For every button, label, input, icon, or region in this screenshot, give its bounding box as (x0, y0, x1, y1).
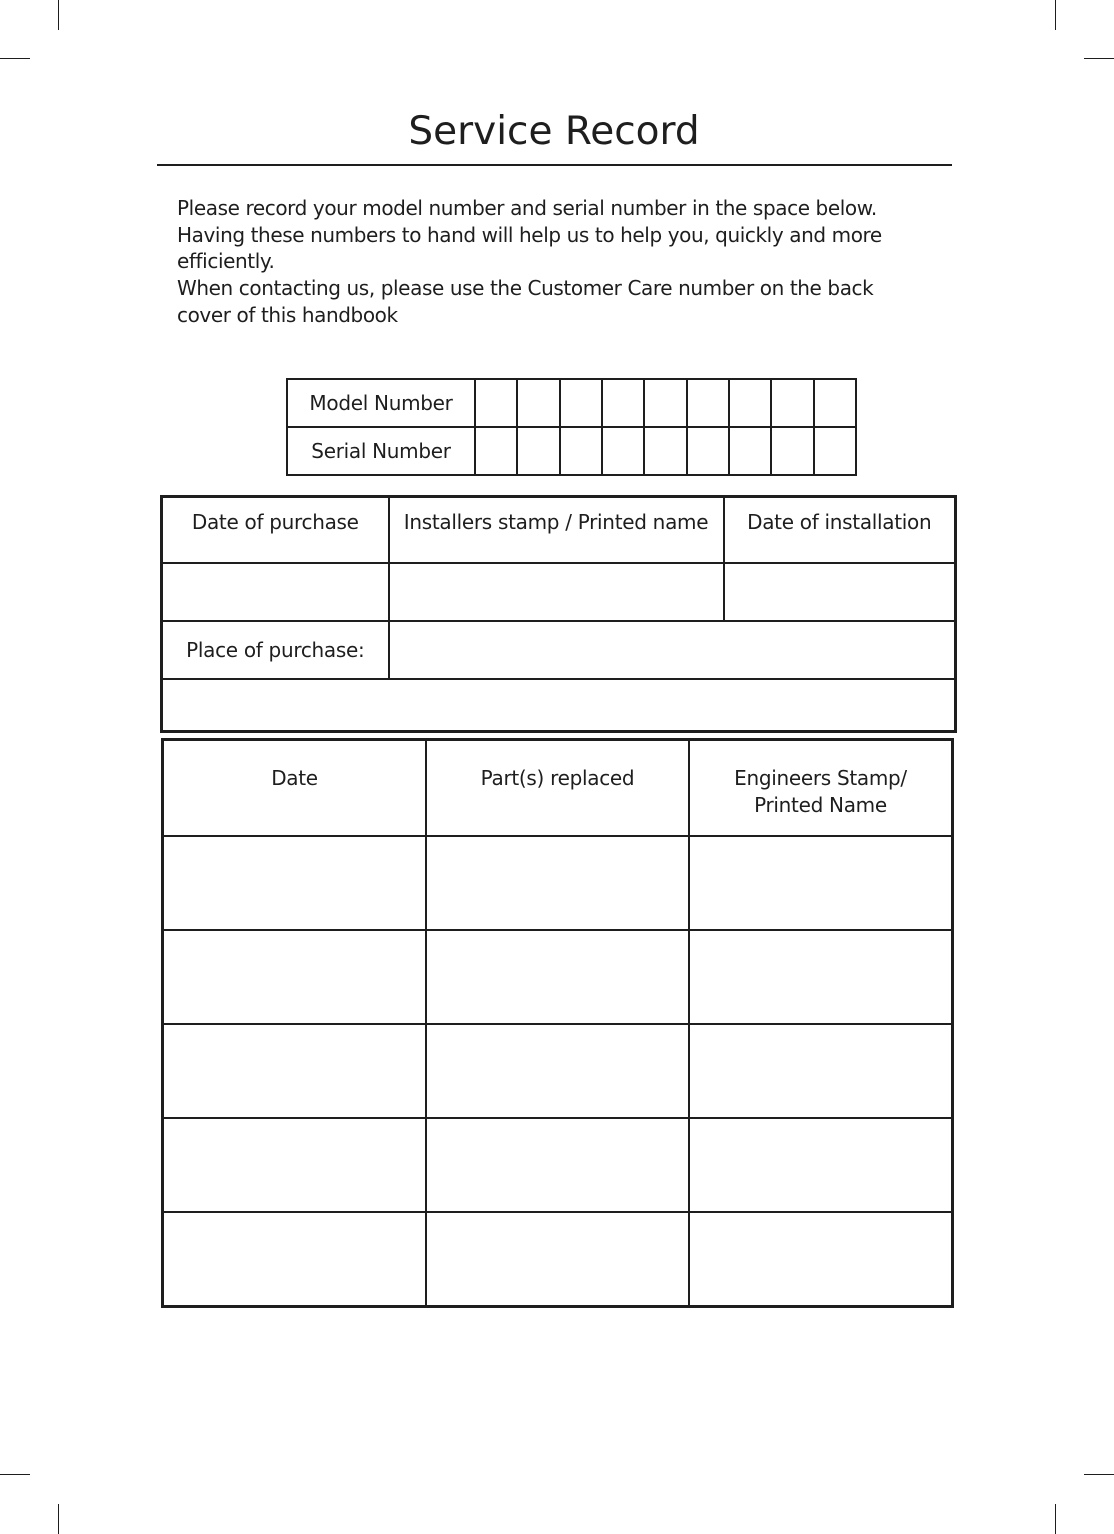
service-date-cell[interactable] (163, 1118, 426, 1212)
model-serial-table (286, 378, 857, 476)
serial-digit-box[interactable] (644, 427, 686, 475)
service-row (163, 1212, 953, 1307)
intro-line: cover of this handbook (177, 302, 398, 327)
serial-number-label: Serial Number (287, 427, 475, 475)
serial-digit-box[interactable] (814, 427, 856, 475)
engineer-stamp-cell[interactable] (689, 930, 953, 1024)
serial-digit-box[interactable] (475, 427, 517, 475)
serial-digit-box[interactable] (687, 427, 729, 475)
serial-digit-box[interactable] (560, 427, 602, 475)
installers-stamp-field[interactable] (389, 563, 724, 621)
model-number-row (287, 379, 856, 427)
model-digit-box[interactable] (771, 379, 813, 427)
service-row (163, 1024, 953, 1118)
serial-number-row (287, 427, 856, 475)
intro-line: efficiently. (177, 249, 275, 274)
title-divider (157, 164, 952, 166)
engineer-stamp-cell[interactable] (689, 836, 953, 930)
crop-mark (58, 1504, 59, 1534)
serial-digit-box[interactable] (517, 427, 559, 475)
model-digit-box[interactable] (687, 379, 729, 427)
service-date-cell[interactable] (163, 930, 426, 1024)
serial-digit-box[interactable] (729, 427, 771, 475)
engineers-stamp-header: Engineers Stamp/ Printed Name (689, 740, 953, 837)
service-date-cell[interactable] (163, 1024, 426, 1118)
place-of-purchase-label: Place of purchase: (162, 621, 389, 679)
parts-replaced-cell[interactable] (426, 1118, 689, 1212)
date-of-purchase-field[interactable] (162, 563, 389, 621)
service-row (163, 1118, 953, 1212)
model-digit-box[interactable] (644, 379, 686, 427)
parts-replaced-header: Part(s) replaced (426, 740, 689, 837)
service-date-cell[interactable] (163, 836, 426, 930)
model-digit-box[interactable] (560, 379, 602, 427)
parts-replaced-cell[interactable] (426, 1024, 689, 1118)
crop-mark (0, 58, 30, 59)
engineer-stamp-cell[interactable] (689, 1024, 953, 1118)
parts-replaced-cell[interactable] (426, 836, 689, 930)
crop-mark (58, 0, 59, 30)
date-of-installation-header: Date of installation (724, 497, 956, 564)
place-of-purchase-extra-field[interactable] (162, 679, 956, 732)
date-of-installation-field[interactable] (724, 563, 956, 621)
crop-mark (0, 1474, 30, 1475)
purchase-entry-row (162, 563, 956, 621)
crop-mark (1055, 0, 1056, 30)
date-of-purchase-header: Date of purchase (162, 497, 389, 564)
model-number-label: Model Number (287, 379, 475, 427)
service-history-table (161, 738, 954, 1308)
place-of-purchase-extra-row (162, 679, 956, 732)
intro-line: Having these numbers to hand will help us to help you, quickly and more (177, 222, 882, 247)
model-digit-box[interactable] (814, 379, 856, 427)
place-of-purchase-row (162, 621, 956, 679)
engineer-stamp-cell[interactable] (689, 1118, 953, 1212)
purchase-table (160, 495, 957, 733)
intro-line: When contacting us, please use the Customer Care number on the back (177, 276, 874, 301)
crop-mark (1084, 1474, 1114, 1475)
service-date-cell[interactable] (163, 1212, 426, 1307)
serial-digit-box[interactable] (602, 427, 644, 475)
engineer-stamp-cell[interactable] (689, 1212, 953, 1307)
service-date-header: Date (163, 740, 426, 837)
service-row (163, 836, 953, 930)
model-digit-box[interactable] (475, 379, 517, 427)
parts-replaced-cell[interactable] (426, 930, 689, 1024)
intro-text (177, 195, 917, 329)
model-digit-box[interactable] (517, 379, 559, 427)
crop-mark (1084, 58, 1114, 59)
crop-mark (1055, 1504, 1056, 1534)
service-header-row (163, 740, 953, 837)
place-of-purchase-field[interactable] (389, 621, 956, 679)
installers-stamp-header: Installers stamp / Printed name (389, 497, 724, 564)
purchase-header-row (162, 497, 956, 564)
serial-digit-box[interactable] (771, 427, 813, 475)
service-row (163, 930, 953, 1024)
intro-line: Please record your model number and serial number in the space below. (177, 196, 877, 220)
parts-replaced-cell[interactable] (426, 1212, 689, 1307)
model-digit-box[interactable] (602, 379, 644, 427)
model-digit-box[interactable] (729, 379, 771, 427)
page-title: Service Record (408, 109, 700, 154)
